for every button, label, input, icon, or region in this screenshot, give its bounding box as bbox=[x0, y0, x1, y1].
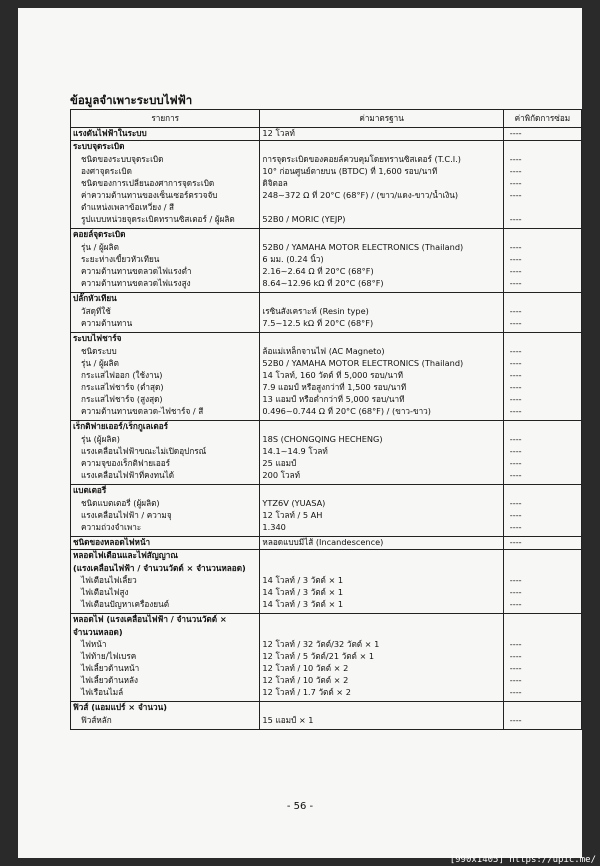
table-row bbox=[71, 306, 582, 318]
section-title: ระบบจุดระเบิด bbox=[71, 141, 260, 154]
table-row bbox=[71, 651, 582, 663]
section-value bbox=[260, 485, 503, 498]
spec-value: 10° ก่อนศูนย์ตายบน (BTDC) ที่ 1,600 รอบ/นาที bbox=[260, 166, 503, 178]
spec-label: ระยะห่างเขี้ยวหัวเทียน bbox=[71, 254, 260, 266]
section-header-row bbox=[71, 333, 582, 346]
section-limit bbox=[503, 333, 581, 346]
table-row bbox=[71, 202, 582, 214]
spec-limit: ---- bbox=[503, 242, 581, 254]
table-row bbox=[71, 166, 582, 178]
spec-limit: ---- bbox=[503, 178, 581, 190]
spec-label: ไฟเตือนไฟสูง bbox=[71, 587, 260, 599]
table-row bbox=[71, 446, 582, 458]
spec-label: ค่าความต้านทานของเซ็นเซอร์ตรวจจับ bbox=[71, 190, 260, 202]
table-row bbox=[71, 242, 582, 254]
spec-label: ความถ่วงจำเพาะ bbox=[71, 522, 260, 534]
spec-value: 200 โวลท์ bbox=[260, 470, 503, 482]
spec-label: ไฟเรือนไมล์ bbox=[71, 687, 260, 699]
table-row bbox=[71, 190, 582, 202]
watermark: [990x1405] https://upic.me/ bbox=[449, 855, 596, 865]
spec-label: กระแสไฟชาร์จ (ต่ำสุด) bbox=[71, 382, 260, 394]
table-header-row bbox=[71, 110, 582, 128]
spec-label: รูปแบบหน่วยจุดระเบิดทรานซิสเตอร์ / ผู้ผลิต bbox=[71, 214, 260, 226]
table-section bbox=[71, 141, 582, 229]
header-item: รายการ bbox=[71, 110, 260, 128]
spec-limit: ---- bbox=[503, 651, 581, 663]
spec-value: 14 โวลท์ / 3 วัตต์ × 1 bbox=[260, 587, 503, 599]
section-header-row bbox=[71, 485, 582, 498]
section-header-row bbox=[71, 128, 582, 141]
table-row bbox=[71, 318, 582, 330]
spec-limit: ---- bbox=[503, 306, 581, 318]
section-value bbox=[260, 550, 503, 563]
table-row bbox=[71, 214, 582, 226]
section-title: แบตเตอรี่ bbox=[71, 485, 260, 498]
section-value bbox=[260, 229, 503, 242]
spec-value: 52B0 / MORIC (YEJP) bbox=[260, 214, 503, 226]
section-value bbox=[260, 421, 503, 434]
spec-value: 13 แอมป์ หรือต่ำกว่าที่ 5,000 รอบ/นาที bbox=[260, 394, 503, 406]
spec-label: วัสดุที่ใช้ bbox=[71, 306, 260, 318]
header-limit: ค่าพิกัดการซ่อม bbox=[503, 110, 581, 128]
table-row bbox=[71, 587, 582, 599]
spec-value: 12 โวลท์ / 5 AH bbox=[260, 510, 503, 522]
spec-label: ไฟเตือนไฟเลี้ยว bbox=[71, 575, 260, 587]
spec-value: 18S (CHONGQING HECHENG) bbox=[260, 434, 503, 446]
spec-value: การจุดระเบิดของคอยล์ควบคุมโดยทรานซิสเตอร์ (T.C.I.) bbox=[260, 154, 503, 166]
spec-label: ไฟเลี้ยวด้านหน้า bbox=[71, 663, 260, 675]
spec-label: ชนิดแบตเตอรี่ (ผู้ผลิต) bbox=[71, 498, 260, 510]
section-title: หลอดไฟ (แรงเคลื่อนไฟฟ้า / จำนวนวัตต์ × bbox=[71, 614, 260, 627]
spec-limit: ---- bbox=[503, 190, 581, 202]
spec-value: 8.64~12.96 kΩ ที่ 20°C (68°F) bbox=[260, 278, 503, 290]
spec-limit: ---- bbox=[503, 278, 581, 290]
section-value: หลอดแบบมีไส้ (Incandescence) bbox=[260, 537, 503, 550]
spec-value: 12 โวลท์ / 10 วัตต์ × 2 bbox=[260, 675, 503, 687]
table-row bbox=[71, 498, 582, 510]
header-standard: ค่ามาตรฐาน bbox=[260, 110, 503, 128]
section-value bbox=[260, 141, 503, 154]
spec-value: 248~372 Ω ที่ 20°C (68°F) / (ขาว/แดง-ขาว/น้ำเงิน) bbox=[260, 190, 503, 202]
spec-label: กระแสไฟชาร์จ (สูงสุด) bbox=[71, 394, 260, 406]
spec-label: ความต้านทานขดลวดไฟแรงต่ำ bbox=[71, 266, 260, 278]
spec-label: ไฟเตือนปัญหาเครื่องยนต์ bbox=[71, 599, 260, 611]
section-title: แรงดันไฟฟ้าในระบบ bbox=[71, 128, 260, 141]
spec-limit: ---- bbox=[503, 687, 581, 699]
table-row bbox=[71, 406, 582, 418]
spec-label: รุ่น / ผู้ผลิต bbox=[71, 358, 260, 370]
spec-limit: ---- bbox=[503, 575, 581, 587]
spec-limit: ---- bbox=[503, 639, 581, 651]
spec-limit: ---- bbox=[503, 358, 581, 370]
spec-value: 7.5~12.5 kΩ ที่ 20°C (68°F) bbox=[260, 318, 503, 330]
section-title: ปลั๊กหัวเทียน bbox=[71, 293, 260, 306]
spec-label: ชนิดของระบบจุดระเบิด bbox=[71, 154, 260, 166]
table-row bbox=[71, 382, 582, 394]
section-title-continued: (แรงเคลื่อนไฟฟ้า / จำนวนวัตต์ × จำนวนหลอด) bbox=[71, 563, 260, 575]
spec-value: 0.496~0.744 Ω ที่ 20°C (68°F) / (ขาว-ขาว) bbox=[260, 406, 503, 418]
spec-value: 7.9 แอมป์ หรือสูงกว่าที่ 1,500 รอบ/นาที bbox=[260, 382, 503, 394]
spec-label: ความต้านทาน bbox=[71, 318, 260, 330]
section-limit bbox=[503, 702, 581, 715]
section-limit: ---- bbox=[503, 537, 581, 550]
section-value bbox=[260, 614, 503, 627]
table-row bbox=[71, 358, 582, 370]
spec-label: ความต้านทานขดลวดไฟแรงสูง bbox=[71, 278, 260, 290]
table-section bbox=[71, 550, 582, 614]
spec-limit: ---- bbox=[503, 522, 581, 534]
section-limit bbox=[503, 614, 581, 627]
page-title: ข้อมูลจำเพาะระบบไฟฟ้า bbox=[70, 93, 193, 107]
empty-cell bbox=[260, 627, 503, 639]
spec-value: 12 โวลท์ / 1.7 วัตต์ × 2 bbox=[260, 687, 503, 699]
spec-limit: ---- bbox=[503, 254, 581, 266]
spec-value: 14 โวลท์, 160 วัตต์ ที่ 5,000 รอบ/นาที bbox=[260, 370, 503, 382]
table-section bbox=[71, 537, 582, 550]
spec-value: 1.340 bbox=[260, 522, 503, 534]
spec-label: กระแสไฟออก (ใช้งาน) bbox=[71, 370, 260, 382]
empty-cell bbox=[260, 563, 503, 575]
section-title: หลอดไฟเตือนและไฟสัญญาณ bbox=[71, 550, 260, 563]
table-section bbox=[71, 128, 582, 141]
table-row bbox=[71, 599, 582, 611]
spec-label: ชนิดระบบ bbox=[71, 346, 260, 358]
section-value bbox=[260, 333, 503, 346]
spec-value bbox=[260, 202, 503, 214]
spec-value: 14.1~14.9 โวลท์ bbox=[260, 446, 503, 458]
spec-limit: ---- bbox=[503, 382, 581, 394]
page-number: - 56 - bbox=[286, 801, 314, 812]
spec-label: แรงเคลื่อนไฟฟ้าที่คงทนได้ bbox=[71, 470, 260, 482]
table-row bbox=[71, 346, 582, 358]
spec-limit: ---- bbox=[503, 154, 581, 166]
spec-value: ล้อแม่เหล็กจานไฟ (AC Magneto) bbox=[260, 346, 503, 358]
table-row bbox=[71, 715, 582, 727]
spec-limit: ---- bbox=[503, 166, 581, 178]
table-row bbox=[71, 639, 582, 651]
table-row bbox=[71, 458, 582, 470]
spec-value: 15 แอมป์ × 1 bbox=[260, 715, 503, 727]
section-value bbox=[260, 293, 503, 306]
section-limit bbox=[503, 141, 581, 154]
table-section bbox=[71, 702, 582, 730]
spec-limit: ---- bbox=[503, 370, 581, 382]
spec-limit: ---- bbox=[503, 346, 581, 358]
spec-value: YTZ6V (YUASA) bbox=[260, 498, 503, 510]
spec-value: 2.16~2.64 Ω ที่ 20°C (68°F) bbox=[260, 266, 503, 278]
spec-limit: ---- bbox=[503, 599, 581, 611]
table-section bbox=[71, 614, 582, 702]
table-section bbox=[71, 485, 582, 537]
section-header-row bbox=[71, 614, 582, 627]
spec-label: องศาจุดระเบิด bbox=[71, 166, 260, 178]
table-row bbox=[71, 510, 582, 522]
spacer-row bbox=[71, 727, 582, 730]
spec-value: 52B0 / YAMAHA MOTOR ELECTRONICS (Thailand) bbox=[260, 242, 503, 254]
table-row bbox=[71, 154, 582, 166]
spec-label: ไฟท้าย/ไฟเบรค bbox=[71, 651, 260, 663]
section-limit bbox=[503, 421, 581, 434]
empty-cell bbox=[260, 727, 503, 730]
section-limit: ---- bbox=[503, 128, 581, 141]
table-row bbox=[71, 266, 582, 278]
section-header-row bbox=[71, 421, 582, 434]
table-row bbox=[71, 178, 582, 190]
spec-value: 12 โวลท์ / 5 วัตต์/21 วัตต์ × 1 bbox=[260, 651, 503, 663]
spec-limit: ---- bbox=[503, 266, 581, 278]
section-header-row bbox=[71, 702, 582, 715]
table-row bbox=[71, 470, 582, 482]
spec-limit: ---- bbox=[503, 715, 581, 727]
spec-limit bbox=[503, 202, 581, 214]
table-row bbox=[71, 394, 582, 406]
spec-limit: ---- bbox=[503, 498, 581, 510]
section-header-row bbox=[71, 550, 582, 563]
table-row bbox=[71, 663, 582, 675]
section-title: ฟิวส์ (แอมแปร์ × จำนวน) bbox=[71, 702, 260, 715]
section-header-row bbox=[71, 293, 582, 306]
spec-limit: ---- bbox=[503, 458, 581, 470]
section-header-row bbox=[71, 563, 582, 575]
spec-label: ชนิดของการเปลี่ยนองศาการจุดระเบิด bbox=[71, 178, 260, 190]
spec-value: ดิจิตอล bbox=[260, 178, 503, 190]
spec-value: 14 โวลท์ / 3 วัตต์ × 1 bbox=[260, 599, 503, 611]
spec-limit: ---- bbox=[503, 446, 581, 458]
table-row bbox=[71, 522, 582, 534]
empty-cell bbox=[503, 627, 581, 639]
spec-label: แรงเคลื่อนไฟฟ้า / ความจุ bbox=[71, 510, 260, 522]
section-title: คอยล์จุดระเบิด bbox=[71, 229, 260, 242]
section-title: ระบบไฟชาร์จ bbox=[71, 333, 260, 346]
spec-limit: ---- bbox=[503, 470, 581, 482]
spec-label: ตำแหน่งเพลาข้อเหวี่ยง / สี bbox=[71, 202, 260, 214]
spec-limit: ---- bbox=[503, 510, 581, 522]
spec-value: 12 โวลท์ / 10 วัตต์ × 2 bbox=[260, 663, 503, 675]
table-row bbox=[71, 254, 582, 266]
section-title: เร็กติฟายเออร์/เร็กกูเลเตอร์ bbox=[71, 421, 260, 434]
section-title-continued: จำนวนหลอด) bbox=[71, 627, 260, 639]
spec-label: แรงเคลื่อนไฟฟ้าขณะไม่เปิดอุปกรณ์ bbox=[71, 446, 260, 458]
spec-value: 12 โวลท์ / 32 วัตต์/32 วัตต์ × 1 bbox=[260, 639, 503, 651]
section-limit bbox=[503, 293, 581, 306]
table-row bbox=[71, 675, 582, 687]
spec-value: 52B0 / YAMAHA MOTOR ELECTRONICS (Thailand) bbox=[260, 358, 503, 370]
empty-cell bbox=[503, 563, 581, 575]
spec-label: ความจุของเร็กติฟายเออร์ bbox=[71, 458, 260, 470]
spec-value: 6 มม. (0.24 นิ้ว) bbox=[260, 254, 503, 266]
spec-label: ความต้านทานขดลวด-ไฟชาร์จ / สี bbox=[71, 406, 260, 418]
table-row bbox=[71, 278, 582, 290]
section-limit bbox=[503, 485, 581, 498]
section-header-row bbox=[71, 627, 582, 639]
spec-value: เรซินสังเคราะห์ (Resin type) bbox=[260, 306, 503, 318]
spec-table bbox=[70, 109, 582, 730]
spec-label: ฟิวส์หลัก bbox=[71, 715, 260, 727]
spec-limit: ---- bbox=[503, 675, 581, 687]
spec-label: รุ่น (ผู้ผลิต) bbox=[71, 434, 260, 446]
spec-limit: ---- bbox=[503, 587, 581, 599]
section-title: ชนิดของหลอดไฟหน้า bbox=[71, 537, 260, 550]
table-section bbox=[71, 229, 582, 293]
table-section bbox=[71, 333, 582, 421]
empty-cell bbox=[71, 727, 260, 730]
table-row bbox=[71, 434, 582, 446]
spec-label: รุ่น / ผู้ผลิต bbox=[71, 242, 260, 254]
table-row bbox=[71, 687, 582, 699]
spec-label: ไฟเลี้ยวด้านหลัง bbox=[71, 675, 260, 687]
spec-limit: ---- bbox=[503, 318, 581, 330]
table-row bbox=[71, 370, 582, 382]
section-limit bbox=[503, 229, 581, 242]
empty-cell bbox=[503, 727, 581, 730]
spec-label: ไฟหน้า bbox=[71, 639, 260, 651]
table-section bbox=[71, 293, 582, 333]
spec-limit: ---- bbox=[503, 214, 581, 226]
spec-limit: ---- bbox=[503, 434, 581, 446]
section-limit bbox=[503, 550, 581, 563]
spec-limit: ---- bbox=[503, 663, 581, 675]
section-header-row bbox=[71, 141, 582, 154]
section-value: 12 โวลท์ bbox=[260, 128, 503, 141]
spec-value: 14 โวลท์ / 3 วัตต์ × 1 bbox=[260, 575, 503, 587]
spec-value: 25 แอมป์ bbox=[260, 458, 503, 470]
table-section bbox=[71, 421, 582, 485]
spec-limit: ---- bbox=[503, 394, 581, 406]
table-row bbox=[71, 575, 582, 587]
spec-limit: ---- bbox=[503, 406, 581, 418]
section-value bbox=[260, 702, 503, 715]
section-header-row bbox=[71, 229, 582, 242]
section-header-row bbox=[71, 537, 582, 550]
